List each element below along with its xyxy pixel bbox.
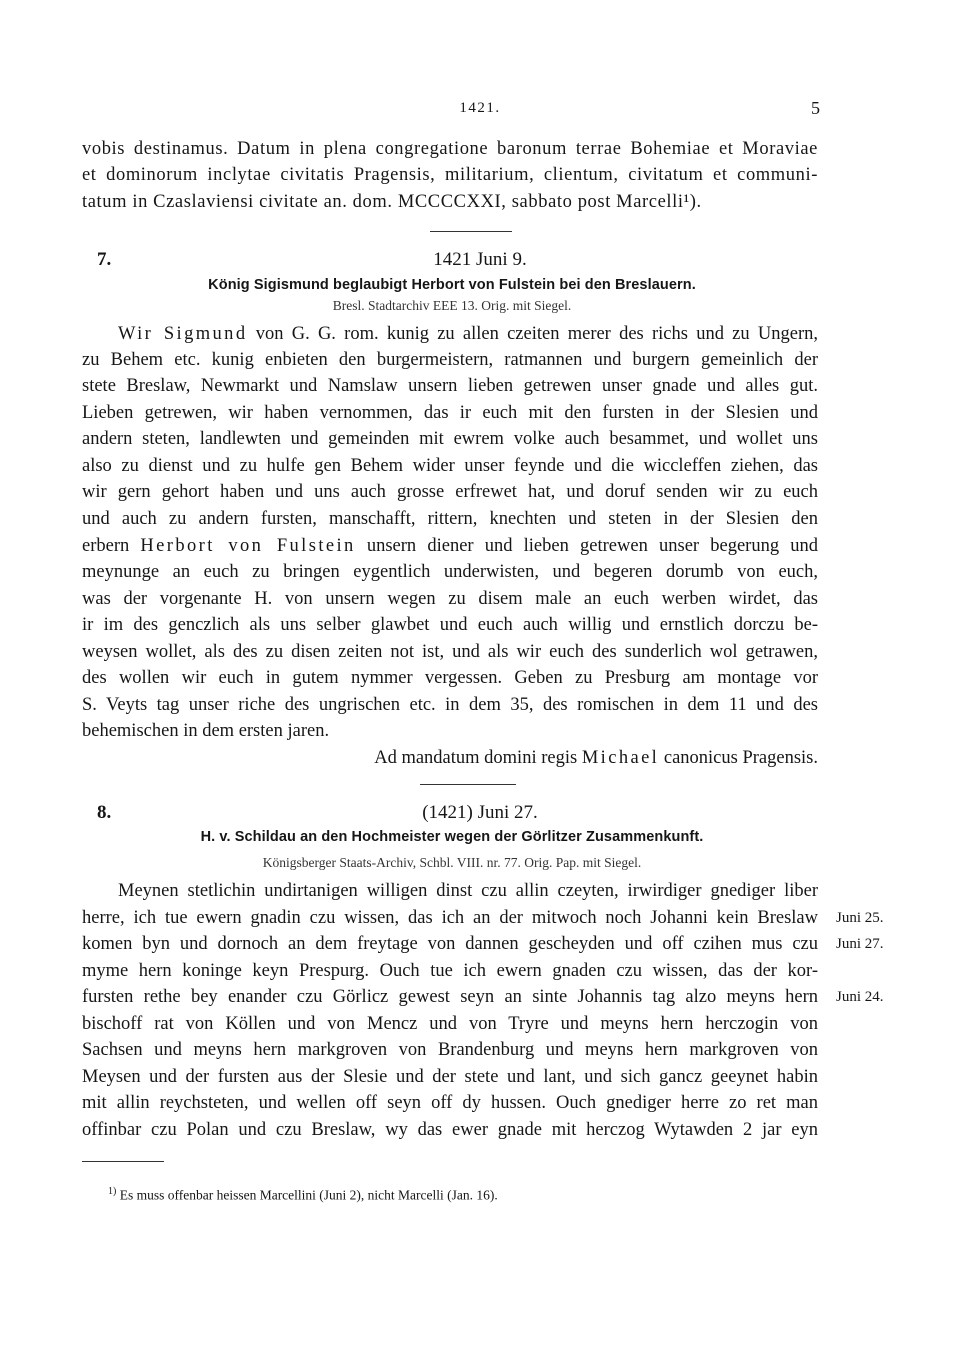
- text-line: Lieben getrewen, wir haben vernommen, das ir euch mit den fursten in der Slesien und: [82, 403, 818, 423]
- mandate-line: [82, 746, 818, 770]
- separator-rule: [420, 784, 516, 785]
- document-title: König Sigismund beglaubigt Herbort von Fulstein bei den Breslauern.: [208, 277, 696, 293]
- text-fragment: erbern: [82, 536, 141, 556]
- running-header-year: 1421.: [459, 100, 501, 116]
- text-line: und auch zu andern fursten, manschafft, rittern, knechten und steten in der Slesien den: [82, 509, 818, 529]
- text-line: myme hern koninge keyn Prespurg. Ouch tue ich ewern gnaden czu wissen, das der kor-: [82, 961, 818, 981]
- separator-rule: [430, 231, 512, 232]
- text-fragment: von G. G. rom. kunig zu allen czeiten merer des richs und zu Ungern,: [247, 324, 818, 344]
- document-source: Königsberger Staats-Archiv, Schbl. VIII. nr. 77. Orig. Pap. mit Siegel.: [262, 855, 642, 870]
- text-line: herre, ich tue ewern gnadin czu wissen, das ich an der mitwoch noch Johanni kein Breslaw: [82, 908, 818, 928]
- document-date: 1421 Juni 9.: [433, 249, 527, 270]
- margin-date-note: Juni 27.: [836, 936, 884, 952]
- text-line: stete Breslaw, Newmarkt und Namslaw unsern lieben getrewen unser gnade und alles gut.: [82, 376, 818, 396]
- text-line: zu Behem etc. kunig enbieten den burgermeistern, ratmannen und burgern gemeinlich der: [82, 350, 818, 370]
- intro-line: vobis destinamus. Datum in plena congregatione baronum terrae Bohemiae et Moraviae: [82, 139, 818, 159]
- footnote: [108, 1186, 498, 1204]
- margin-date-note: Juni 24.: [836, 989, 884, 1005]
- text-line: also zu dienst und zu hulfe gen Behem wider unser feynde und die wiccleffen ziehen, das: [82, 456, 818, 476]
- document-number: 7.: [97, 249, 112, 270]
- text-fragment: unsern diener und lieben getrewen unser begerung und: [355, 536, 818, 556]
- text-line: Meynen stetlichin undirtanigen willigen dinst czu allin czeyten, irwirdiger gnediger liber: [118, 881, 818, 901]
- name-spaced: Wir Sigmund: [118, 324, 248, 344]
- text-line: Meysen und der fursten aus der Slesie und der stete und lant, und sich gancz geeynet habin: [82, 1067, 818, 1087]
- text-line: was der vorgenante H. von unsern wegen zu disem male an euch werben wirdet, das: [82, 589, 818, 609]
- text-fragment: Ad mandatum domini regis: [374, 748, 582, 768]
- text-fragment: canonicus Pragensis.: [659, 748, 818, 768]
- text-line: komen byn und dornoch an dem freytage von dannen gescheyden und off czihen mus czu: [82, 934, 818, 954]
- text-line: mit allin reychsteten, und wellen off seyn off dy hussen. Ouch gnediger herre zo ret man: [82, 1093, 818, 1113]
- text-line: behemischen in dem ersten jaren.: [82, 721, 330, 741]
- document-source: Bresl. Stadtarchiv EEE 13. Orig. mit Siegel.: [332, 298, 572, 313]
- text-line: ir im des genczlich als uns selber glawbet und euch auch willig und ernstlich dorczu be-: [82, 615, 818, 635]
- name-spaced: Herbort von Fulstein: [140, 536, 356, 556]
- margin-date-note: Juni 25.: [836, 910, 884, 926]
- footnote-text: Es muss offenbar heissen Marcellini (Juni 2), nicht Marcelli (Jan. 16).: [116, 1187, 498, 1203]
- text-line: bischoff rat von Köllen und von Mencz und von Tryre und meyns hern herczogin von: [82, 1014, 818, 1034]
- text-line: offinbar czu Polan und czu Breslaw, wy das ewer gnade mit herczog Wytawden 2 jar eyn: [82, 1120, 818, 1140]
- footnote-rule: [82, 1161, 164, 1162]
- text-line: S. Veyts tag unser riche des ungrischen etc. in dem 35, des romischen in dem 11 und des: [82, 695, 818, 715]
- page-number: 5: [811, 98, 820, 118]
- name-spaced: Michael: [581, 748, 660, 768]
- text-line: fursten rethe bey enander czu Görlicz gewest seyn an sinte Johannis tag alzo meyns hern: [82, 987, 818, 1007]
- text-line: meynunge an euch zu bringen eygentlich underwisten, und begeren dorumb von euch,: [82, 562, 818, 582]
- footnote-marker: 1): [108, 1186, 117, 1197]
- text-line: [82, 534, 818, 558]
- intro-line: tatum in Czaslaviensi civitate an. dom. MCCCCXXI, sabbato post Marcelli¹).: [82, 192, 702, 212]
- document-number: 8.: [97, 802, 112, 823]
- document-title: H. v. Schildau an den Hochmeister wegen der Görlitzer Zusammenkunft.: [200, 829, 704, 845]
- text-line: Sachsen und meyns hern markgroven von Brandenburg und meyns hern markgroven von: [82, 1040, 818, 1060]
- text-line: [118, 322, 818, 346]
- text-line: des wollen wir euch in gutem nymmer vergessen. Geben zu Presburg am montage vor: [82, 668, 818, 688]
- document-date: (1421) Juni 27.: [422, 802, 538, 823]
- text-line: wir gern gehort haben und uns auch grosse erfrewet hat, und doruf senden wir zu euch: [82, 482, 818, 502]
- intro-line: et dominorum inclytae civitatis Pragensis, militarium, clientum, civitatum et communi-: [82, 165, 818, 185]
- text-line: andern steten, landlewten und gemeinden mit ewrem volke auch besammet, und wollet uns: [82, 429, 818, 449]
- text-line: weysen wollet, als des zu disen zeiten not ist, und als wir euch des sunderlich wol getrawen,: [82, 642, 818, 662]
